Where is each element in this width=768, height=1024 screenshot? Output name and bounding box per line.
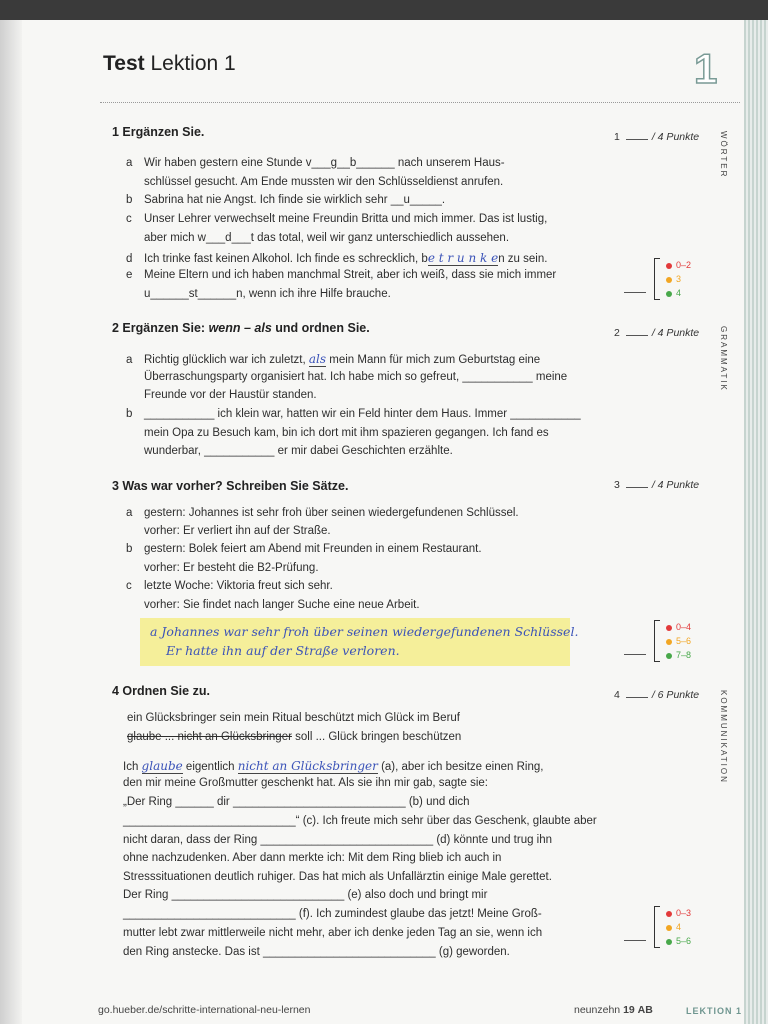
t1-post: (a), aber ich besitze einen Ring, <box>377 761 544 773</box>
s4-word-rest: soll ... Glück bringen beschützen <box>291 731 462 743</box>
legend-red <box>666 620 691 634</box>
s1-item-a1: a Wir haben gestern eine Stunde v___g__b______ nach unserem Haus- <box>126 157 505 169</box>
legend-green <box>666 648 691 662</box>
legend-orange-label: 3 <box>676 274 682 284</box>
s1-b-text: Sabrina hat nie Angst. Ich finde sie wirklich sehr __u_____. <box>144 194 446 206</box>
orange-dot-icon <box>666 639 672 645</box>
t1-handwriting-b[interactable]: nicht an Glücksbringer <box>237 759 378 773</box>
s2-item-b2: mein Opa zu Besuch kam, bin ich dort mit ihm spazieren gegangen. Ich fand es <box>144 427 549 439</box>
s3-item-a1: a gestern: Johannes ist sehr froh über seinen wiedergefundenen Schlüssel. <box>126 507 519 519</box>
s1-a1-text: Wir haben gestern eine Stunde v___g__b______ nach unserem Haus- <box>144 157 505 169</box>
score-number: 3 <box>614 479 620 491</box>
s4-text-8: Der Ring ___________________________ (e) also doch und bringt mir <box>123 889 488 901</box>
legend-orange <box>666 920 691 934</box>
score-label: / 4 Punkte <box>651 479 700 491</box>
s3-b1-text: gestern: Bolek feiert am Abend mit Freunden in einem Restaurant. <box>144 543 482 555</box>
s3-item-c2: vorher: Sie findet nach langer Suche eine neue Arbeit. <box>144 599 420 611</box>
section-4-title: 4 Ordnen Sie zu. <box>112 684 210 698</box>
red-dot-icon <box>666 625 672 631</box>
side-label-woerter: WÖRTER <box>719 131 728 179</box>
section-3-title: 3 Was war vorher? Schreiben Sie Sätze. <box>112 479 349 493</box>
footer-lektion: LEKTION 1 <box>686 1006 743 1016</box>
score-blank[interactable] <box>626 697 648 698</box>
s1-item-a2: schlüssel gesucht. Am Ende mussten wir den Schlüsseldienst anrufen. <box>144 176 504 188</box>
score-label: / 6 Punkte <box>651 689 700 701</box>
s3-a1-text: gestern: Johannes ist sehr froh über seinen wiedergefundenen Schlüssel. <box>144 507 519 519</box>
section-4-score <box>614 689 699 701</box>
legend-orange <box>666 272 691 286</box>
legend-blank[interactable] <box>624 654 646 655</box>
s1-item-d: d Ich trinke fast keinen Alkohol. Ich finde es schrecklich, be t r u n k en zu sein. <box>126 251 548 265</box>
s2-title-post: und ordnen Sie. <box>271 321 370 335</box>
s2-item-b1: b ___________ ich klein war, hatten wir ein Feld hinter dem Haus. Immer ___________ <box>126 408 581 420</box>
s1-item-e2: u______st______n, wenn ich ihre Hilfe brauche. <box>144 288 391 300</box>
score-blank[interactable] <box>626 139 648 140</box>
orange-dot-icon <box>666 925 672 931</box>
score-blank[interactable] <box>626 487 648 488</box>
lesson-number: 1 <box>694 45 718 92</box>
legend-bracket <box>654 620 660 662</box>
s3-c1-text: letzte Woche: Viktoria freut sich sehr. <box>144 580 333 592</box>
s4-text-10: mutter lebt zwar mittlerweile nicht mehr, aber ich denke jeden Tag an sie, wenn ich <box>123 927 543 939</box>
section-3-score <box>614 479 699 491</box>
score-label: / 4 Punkte <box>651 131 700 143</box>
s1-item-c1: c Unser Lehrer verwechselt meine Freundin Britta und mich immer. Das ist lustig, <box>126 213 548 225</box>
side-label-kommunikation: KOMMUNIKATION <box>719 690 728 784</box>
page-edge <box>744 20 768 1024</box>
s2-a1-pre: Richtig glücklich war ich zuletzt, <box>144 354 309 366</box>
s4-text-2: den mir meine Großmutter geschenkt hat. Als sie ihn mir gab, sagte sie: <box>123 777 488 789</box>
score-number: 4 <box>614 689 620 701</box>
s1-c1-text: Unser Lehrer verwechselt meine Freundin Britta und mich immer. Das ist lustig, <box>144 213 548 225</box>
page-gutter <box>0 20 22 1024</box>
green-dot-icon <box>666 653 672 659</box>
s4-text-11: den Ring anstecke. Das ist ___________________________ (g) geworden. <box>123 946 510 958</box>
score-number: 1 <box>614 131 620 143</box>
s4-text-1 <box>123 759 543 773</box>
legend-orange <box>666 634 691 648</box>
title-bold: Test <box>103 52 145 75</box>
s2-a1-post: mein Mann für mich zum Geburtstag eine <box>326 354 541 366</box>
footer-page <box>574 1004 653 1016</box>
legend-red-label: 0–2 <box>676 260 692 270</box>
ab-label: AB <box>637 1004 653 1016</box>
legend-orange-label: 5–6 <box>676 636 692 646</box>
s2-item-a2: Überraschungsparty organisiert hat. Ich habe mich so gefreut, ___________ meine <box>144 371 568 383</box>
s3-item-a2: vorher: Er verliert ihn auf der Straße. <box>144 525 331 537</box>
red-dot-icon <box>666 911 672 917</box>
s4-text-3: „Der Ring ______ dir ___________________________ (b) und dich <box>123 796 470 808</box>
page-number: 19 <box>623 1004 635 1016</box>
side-label-grammatik: GRAMMATIK <box>719 326 728 392</box>
s4-legend <box>650 906 692 948</box>
t1-pre: Ich <box>123 761 142 773</box>
s2-item-a1: a Richtig glücklich war ich zuletzt, als mein Mann für mich zum Geburtstag eine <box>126 352 541 366</box>
page-title <box>103 52 236 76</box>
s3-item-c1: c letzte Woche: Viktoria freut sich sehr. <box>126 580 333 592</box>
s2-item-a3: Freunde vor der Haustür standen. <box>144 389 317 401</box>
score-label: / 4 Punkte <box>651 327 700 339</box>
s3-item-b1: b gestern: Bolek feiert am Abend mit Freunden in einem Restaurant. <box>126 543 482 555</box>
s4-word-used: glaube ... nicht an Glücksbringer <box>127 731 292 743</box>
s4-text-7: Stresssituationen deutlich ruhiger. Das hat mich als Unfallärztin einige Male gerettet. <box>123 871 552 883</box>
example-line-2: Er hatte ihn auf der Straße verloren. <box>166 643 400 658</box>
s4-text-9: ___________________________ (f). Ich zumindest glaube das jetzt! Meine Groß- <box>123 908 542 920</box>
legend-red-label: 0–4 <box>676 622 692 632</box>
legend-blank[interactable] <box>624 940 646 941</box>
section-1-title: 1 Ergänzen Sie. <box>112 125 205 139</box>
t1-mid: eigentlich <box>182 761 238 773</box>
title-rest: Lektion 1 <box>150 52 236 75</box>
header-divider <box>100 102 740 103</box>
s3-legend <box>650 620 692 662</box>
s4-word-bank-1: ein Glücksbringer sein mein Ritual beschützt mich Glück im Beruf <box>127 712 460 724</box>
s4-text-5: nicht daran, dass der Ring ___________________________ (d) könnte und trug ihn <box>123 834 553 846</box>
footer-url[interactable]: go.hueber.de/schritte-international-neu-lernen <box>98 1004 311 1016</box>
legend-orange-label: 4 <box>676 922 682 932</box>
s2-b1-text: ___________ ich klein war, hatten wir ein Feld hinter dem Haus. Immer ___________ <box>144 408 581 420</box>
red-dot-icon <box>666 263 672 269</box>
legend-red <box>666 258 691 272</box>
s1-item-b: b Sabrina hat nie Angst. Ich finde sie wirklich sehr __u_____. <box>126 194 446 206</box>
example-line-1: a Johannes war sehr froh über seinen wiedergefundenen Schlüssel. <box>150 624 579 639</box>
legend-green <box>666 934 691 948</box>
legend-green-label: 4 <box>676 288 682 298</box>
legend-bracket <box>654 906 660 948</box>
legend-blank[interactable] <box>624 292 646 293</box>
section-2-score <box>614 327 699 339</box>
s2-title-pre: 2 Ergänzen Sie: <box>112 321 209 335</box>
s1-e1-text: Meine Eltern und ich haben manchmal Streit, aber ich weiß, dass sie mich immer <box>144 269 557 281</box>
s1-legend <box>650 258 692 300</box>
s2-item-b3: wunderbar, ___________ er mir dabei Geschichten erzählte. <box>144 445 453 457</box>
legend-green-label: 7–8 <box>676 650 692 660</box>
s3-item-b2: vorher: Er besteht die B2-Prüfung. <box>144 562 319 574</box>
scan-shadow-top <box>0 0 768 20</box>
section-1-score <box>614 131 699 143</box>
t1-handwriting-a[interactable]: glaube <box>141 759 183 773</box>
legend-red <box>666 906 691 920</box>
legend-green <box>666 286 691 300</box>
s4-text-4: ___________________________“ (c). Ich freute mich sehr über das Geschenk, glaubte aber <box>123 815 597 827</box>
legend-green-label: 5–6 <box>676 936 692 946</box>
green-dot-icon <box>666 939 672 945</box>
legend-red-label: 0–3 <box>676 908 692 918</box>
green-dot-icon <box>666 291 672 297</box>
orange-dot-icon <box>666 277 672 283</box>
s1-d-pre: Ich trinke fast keinen Alkohol. Ich finde es schrecklich, b <box>144 253 428 265</box>
s1-d-post: n zu sein. <box>498 253 548 265</box>
legend-bracket <box>654 258 660 300</box>
s1-d-handwriting[interactable]: e t r u n k e <box>427 251 499 265</box>
s2-a1-handwriting[interactable]: als <box>308 352 327 366</box>
section-2-title <box>112 321 370 335</box>
s2-title-italic: wenn – als <box>208 321 272 335</box>
page-word: neunzehn <box>574 1004 621 1016</box>
s1-item-c2: aber mich w___d___t das total, weil wir ganz unterschiedlich aussehen. <box>144 232 510 244</box>
s1-item-e1: e Meine Eltern und ich haben manchmal Streit, aber ich weiß, dass sie mich immer <box>126 269 557 281</box>
score-number: 2 <box>614 327 620 339</box>
s4-text-6: ohne nachzudenken. Aber dann merkte ich: Mit dem Ring blieb ich auch in <box>123 852 502 864</box>
s4-word-bank-2 <box>127 731 461 743</box>
score-blank[interactable] <box>626 335 648 336</box>
